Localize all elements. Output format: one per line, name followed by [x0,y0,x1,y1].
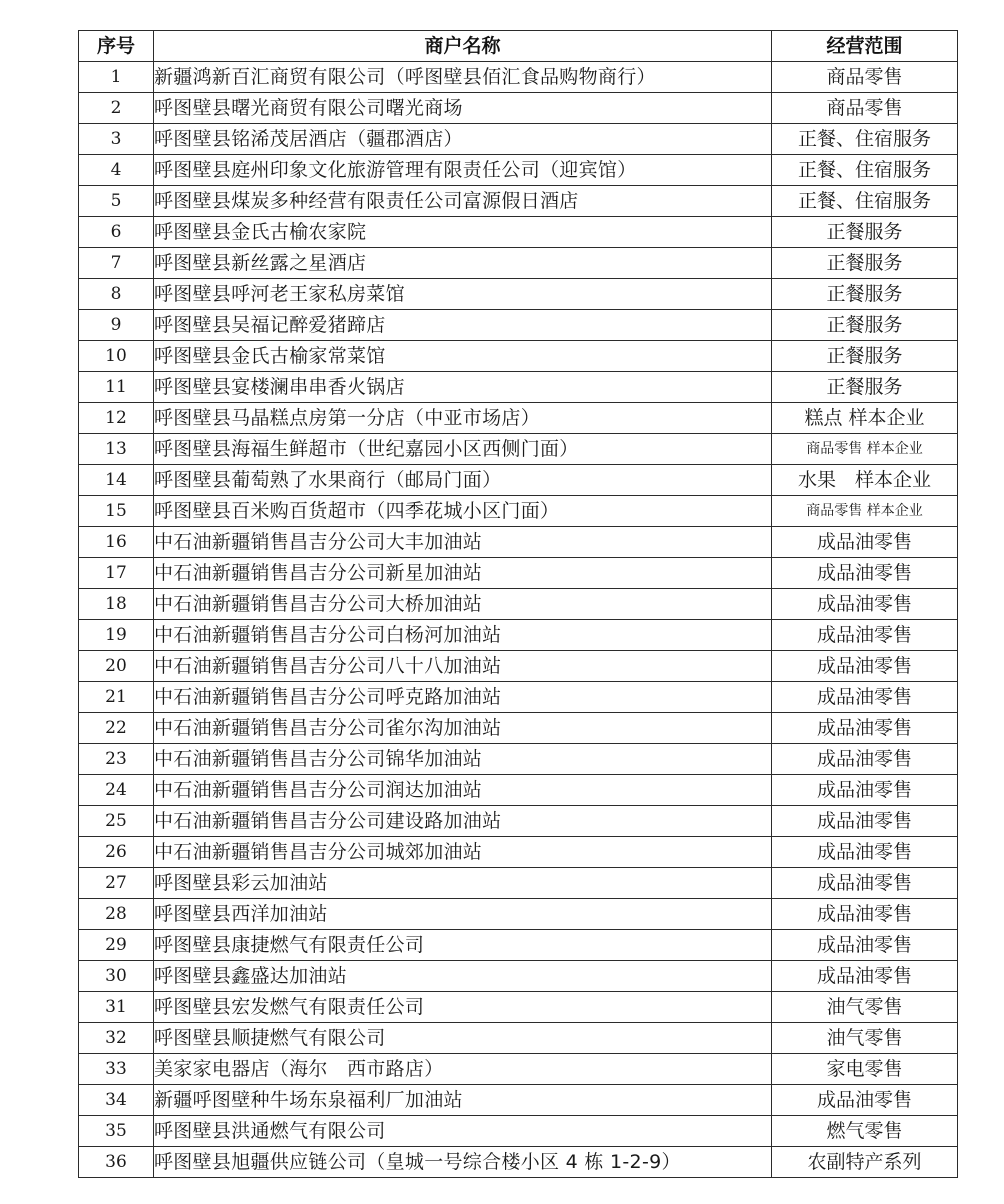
row-index: 1 [79,62,154,93]
business-scope: 油气零售 [772,992,958,1023]
merchant-name: 中石油新疆销售昌吉分公司新星加油站 [154,558,772,589]
table-row [79,1116,958,1147]
business-scope: 家电零售 [772,1054,958,1085]
business-scope: 成品油零售 [772,713,958,744]
table-row [79,186,958,217]
row-index: 26 [79,837,154,868]
merchant-name: 呼图壁县新丝露之星酒店 [154,248,772,279]
merchant-name: 呼图壁县宏发燃气有限责任公司 [154,992,772,1023]
table-row [79,651,958,682]
merchant-name: 新疆呼图壁种牛场东泉福利厂加油站 [154,1085,772,1116]
merchant-name: 呼图壁县顺捷燃气有限公司 [154,1023,772,1054]
table-row [79,899,958,930]
business-scope: 成品油零售 [772,744,958,775]
header-business-scope: 经营范围 [772,31,958,62]
row-index: 28 [79,899,154,930]
table-row [79,837,958,868]
table-row [79,589,958,620]
table-row [79,527,958,558]
business-scope: 商品零售 [772,93,958,124]
row-index: 23 [79,744,154,775]
table-row [79,496,958,527]
merchant-name: 中石油新疆销售昌吉分公司大桥加油站 [154,589,772,620]
business-scope: 商品零售 样本企业 [772,434,958,465]
row-index: 27 [79,868,154,899]
header-row [79,31,958,62]
business-scope: 成品油零售 [772,961,958,992]
business-scope: 成品油零售 [772,868,958,899]
merchant-name: 呼图壁县旭疆供应链公司（皇城一号综合楼小区 4 栋 1-2-9） [154,1147,772,1178]
merchant-table [78,30,958,1178]
merchant-name: 呼图壁县马晶糕点房第一分店（中亚市场店） [154,403,772,434]
row-index: 29 [79,930,154,961]
business-scope: 成品油零售 [772,930,958,961]
table-header [79,31,958,62]
business-scope: 成品油零售 [772,837,958,868]
merchant-name: 呼图壁县百米购百货超市（四季花城小区门面） [154,496,772,527]
table-row [79,310,958,341]
table-row [79,403,958,434]
business-scope: 成品油零售 [772,651,958,682]
table-row [79,155,958,186]
row-index: 3 [79,124,154,155]
table-row [79,868,958,899]
merchant-name: 呼图壁县鑫盛达加油站 [154,961,772,992]
table-row [79,992,958,1023]
business-scope: 成品油零售 [772,806,958,837]
row-index: 24 [79,775,154,806]
row-index: 13 [79,434,154,465]
row-index: 11 [79,372,154,403]
merchant-name: 呼图壁县洪通燃气有限公司 [154,1116,772,1147]
merchant-name: 中石油新疆销售昌吉分公司大丰加油站 [154,527,772,558]
business-scope: 燃气零售 [772,1116,958,1147]
business-scope: 农副特产系列 [772,1147,958,1178]
business-scope: 商品零售 样本企业 [772,496,958,527]
merchant-name: 呼图壁县金氏古榆家常菜馆 [154,341,772,372]
table-row [79,465,958,496]
table-row [79,62,958,93]
row-index: 9 [79,310,154,341]
table-row [79,124,958,155]
table-row [79,682,958,713]
merchant-name: 呼图壁县康捷燃气有限责任公司 [154,930,772,961]
table-row [79,372,958,403]
table-row [79,806,958,837]
table-row [79,217,958,248]
table-row [79,279,958,310]
row-index: 19 [79,620,154,651]
header-index: 序号 [79,31,154,62]
table-row [79,341,958,372]
business-scope: 油气零售 [772,1023,958,1054]
merchant-name: 呼图壁县煤炭多种经营有限责任公司富源假日酒店 [154,186,772,217]
table-row [79,1054,958,1085]
row-index: 4 [79,155,154,186]
merchant-name: 中石油新疆销售昌吉分公司锦华加油站 [154,744,772,775]
business-scope: 成品油零售 [772,682,958,713]
table-row [79,1147,958,1178]
merchant-name: 中石油新疆销售昌吉分公司雀尔沟加油站 [154,713,772,744]
table-row [79,930,958,961]
table-row [79,775,958,806]
row-index: 10 [79,341,154,372]
row-index: 30 [79,961,154,992]
business-scope: 成品油零售 [772,558,958,589]
table-row [79,744,958,775]
table-row [79,434,958,465]
table-row [79,713,958,744]
row-index: 17 [79,558,154,589]
merchant-name: 中石油新疆销售昌吉分公司城郊加油站 [154,837,772,868]
row-index: 35 [79,1116,154,1147]
row-index: 16 [79,527,154,558]
merchant-name: 中石油新疆销售昌吉分公司润达加油站 [154,775,772,806]
table-row [79,248,958,279]
merchant-name: 呼图壁县曙光商贸有限公司曙光商场 [154,93,772,124]
header-merchant-name: 商户名称 [154,31,772,62]
merchant-name: 呼图壁县彩云加油站 [154,868,772,899]
merchant-name: 呼图壁县呼河老王家私房菜馆 [154,279,772,310]
row-index: 22 [79,713,154,744]
merchant-name: 中石油新疆销售昌吉分公司呼克路加油站 [154,682,772,713]
business-scope: 正餐、住宿服务 [772,124,958,155]
business-scope: 商品零售 [772,62,958,93]
row-index: 31 [79,992,154,1023]
table-row [79,1023,958,1054]
row-index: 18 [79,589,154,620]
business-scope: 水果 样本企业 [772,465,958,496]
business-scope: 成品油零售 [772,899,958,930]
row-index: 15 [79,496,154,527]
merchant-name: 中石油新疆销售昌吉分公司八十八加油站 [154,651,772,682]
row-index: 36 [79,1147,154,1178]
business-scope: 成品油零售 [772,620,958,651]
merchant-name: 中石油新疆销售昌吉分公司建设路加油站 [154,806,772,837]
business-scope: 成品油零售 [772,589,958,620]
row-index: 33 [79,1054,154,1085]
row-index: 6 [79,217,154,248]
business-scope: 正餐服务 [772,217,958,248]
business-scope: 正餐服务 [772,310,958,341]
merchant-name: 呼图壁县铭浠茂居酒店（疆郡酒店） [154,124,772,155]
merchant-name: 美家家电器店（海尔 西市路店） [154,1054,772,1085]
merchant-name: 呼图壁县宴楼澜串串香火锅店 [154,372,772,403]
merchant-name: 呼图壁县金氏古榆农家院 [154,217,772,248]
merchant-name: 呼图壁县葡萄熟了水果商行（邮局门面） [154,465,772,496]
table-row [79,93,958,124]
table-row [79,1085,958,1116]
merchant-name: 呼图壁县海福生鲜超市（世纪嘉园小区西侧门面） [154,434,772,465]
merchant-name: 呼图壁县西洋加油站 [154,899,772,930]
row-index: 8 [79,279,154,310]
row-index: 34 [79,1085,154,1116]
business-scope: 正餐服务 [772,341,958,372]
row-index: 7 [79,248,154,279]
row-index: 2 [79,93,154,124]
merchant-name: 呼图壁县庭州印象文化旅游管理有限责任公司（迎宾馆） [154,155,772,186]
row-index: 21 [79,682,154,713]
row-index: 12 [79,403,154,434]
business-scope: 糕点 样本企业 [772,403,958,434]
table-body [79,62,958,1178]
row-index: 14 [79,465,154,496]
table-row [79,961,958,992]
row-index: 32 [79,1023,154,1054]
row-index: 25 [79,806,154,837]
business-scope: 正餐服务 [772,248,958,279]
table-row [79,620,958,651]
table-row [79,558,958,589]
merchant-name: 呼图壁县吴福记醉爱猪蹄店 [154,310,772,341]
merchant-name: 中石油新疆销售昌吉分公司白杨河加油站 [154,620,772,651]
business-scope: 正餐、住宿服务 [772,155,958,186]
business-scope: 成品油零售 [772,527,958,558]
business-scope: 正餐服务 [772,372,958,403]
merchant-name: 新疆鸿新百汇商贸有限公司（呼图壁县佰汇食品购物商行） [154,62,772,93]
business-scope: 正餐、住宿服务 [772,186,958,217]
business-scope: 成品油零售 [772,775,958,806]
business-scope: 正餐服务 [772,279,958,310]
row-index: 20 [79,651,154,682]
row-index: 5 [79,186,154,217]
business-scope: 成品油零售 [772,1085,958,1116]
